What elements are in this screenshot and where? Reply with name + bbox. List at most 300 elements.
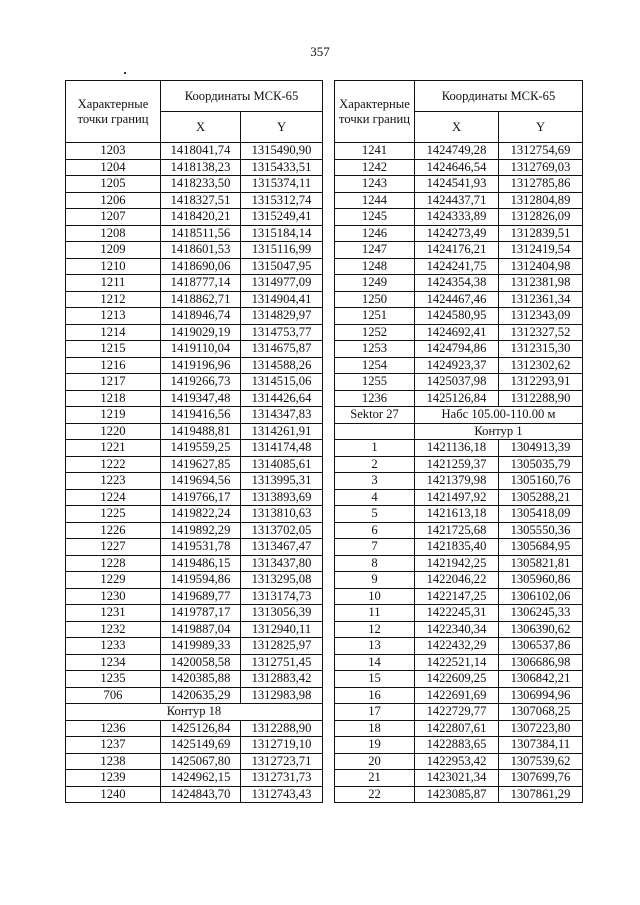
point-cell: 1211	[66, 275, 161, 292]
y-cell: 1306245,33	[499, 605, 583, 622]
x-cell: 1422953,42	[415, 753, 499, 770]
y-cell: 1306537,86	[499, 638, 583, 655]
point-cell: 1249	[335, 275, 415, 292]
y-cell: 1312751,45	[241, 654, 323, 671]
left-table-body	[66, 143, 323, 704]
x-cell: 1425067,80	[161, 753, 241, 770]
point-cell: 1252	[335, 324, 415, 341]
table-row	[335, 704, 583, 721]
y-cell: 1312826,09	[499, 209, 583, 226]
x-cell: 1425126,84	[415, 390, 499, 407]
y-cell: 1312785,86	[499, 176, 583, 193]
point-cell: 1207	[66, 209, 161, 226]
y-cell: 1314174,48	[241, 440, 323, 457]
table-row	[66, 159, 323, 176]
x-cell: 1420058,58	[161, 654, 241, 671]
point-cell: 20	[335, 753, 415, 770]
point-cell: 3	[335, 473, 415, 490]
point-cell: 14	[335, 654, 415, 671]
x-cell: 1419029,19	[161, 324, 241, 341]
scan-dot	[124, 72, 126, 74]
x-cell: 1425037,98	[415, 374, 499, 391]
y-cell: 1307223,80	[499, 720, 583, 737]
point-cell: 1220	[66, 423, 161, 440]
x-cell: 1421497,92	[415, 489, 499, 506]
contour-label: Контур 18	[66, 704, 323, 721]
table-row	[335, 143, 583, 160]
y-cell: 1314829,97	[241, 308, 323, 325]
x-cell: 1418511,56	[161, 225, 241, 242]
x-cell: 1422609,25	[415, 671, 499, 688]
point-cell: 1219	[66, 407, 161, 424]
y-cell: 1312754,69	[499, 143, 583, 160]
table-row	[335, 291, 583, 308]
point-cell: 16	[335, 687, 415, 704]
y-cell: 1312839,51	[499, 225, 583, 242]
y-cell: 1315433,51	[241, 159, 323, 176]
x-cell: 1419989,33	[161, 638, 241, 655]
point-cell: 1240	[66, 786, 161, 803]
table-row	[66, 407, 323, 424]
point-cell: 1243	[335, 176, 415, 193]
x-cell: 1419488,81	[161, 423, 241, 440]
table-row	[66, 605, 323, 622]
y-cell: 1312723,71	[241, 753, 323, 770]
point-cell: 8	[335, 555, 415, 572]
x-cell: 1418777,14	[161, 275, 241, 292]
sector-desc: Набс 105.00-110.00 м	[415, 407, 583, 424]
point-cell: 1247	[335, 242, 415, 259]
right-table-body	[335, 143, 583, 407]
y-cell: 1307699,76	[499, 770, 583, 787]
x-cell: 1418420,21	[161, 209, 241, 226]
y-cell: 1312719,10	[241, 737, 323, 754]
table-row	[66, 291, 323, 308]
point-cell: 1245	[335, 209, 415, 226]
y-cell: 1312825,97	[241, 638, 323, 655]
y-cell: 1314085,61	[241, 456, 323, 473]
coords-header: Координаты МСК-65	[415, 81, 583, 112]
table-row	[335, 473, 583, 490]
x-cell: 1423085,87	[415, 786, 499, 803]
table-row	[335, 770, 583, 787]
table-row	[66, 489, 323, 506]
point-cell: 1250	[335, 291, 415, 308]
x-cell: 1418041,74	[161, 143, 241, 160]
x-cell: 1421136,18	[415, 440, 499, 457]
table-row	[66, 390, 323, 407]
y-cell: 1312419,54	[499, 242, 583, 259]
x-cell: 1418233,50	[161, 176, 241, 193]
x-cell: 1421835,40	[415, 539, 499, 556]
y-cell: 1307539,62	[499, 753, 583, 770]
x-cell: 1424749,28	[415, 143, 499, 160]
point-cell: 1225	[66, 506, 161, 523]
point-cell: 21	[335, 770, 415, 787]
point-cell: 1234	[66, 654, 161, 671]
table-row	[335, 671, 583, 688]
table-row	[335, 687, 583, 704]
x-cell: 1424580,95	[415, 308, 499, 325]
x-cell: 1419196,96	[161, 357, 241, 374]
point-cell: 1203	[66, 143, 161, 160]
table-row	[66, 324, 323, 341]
y-cell: 1314904,41	[241, 291, 323, 308]
point-cell: 1236	[66, 720, 161, 737]
y-cell: 1305821,81	[499, 555, 583, 572]
table-row	[335, 258, 583, 275]
x-cell: 1424692,41	[415, 324, 499, 341]
point-cell: 1	[335, 440, 415, 457]
table-row	[335, 225, 583, 242]
point-cell: 1210	[66, 258, 161, 275]
table-row	[66, 555, 323, 572]
point-cell: 1217	[66, 374, 161, 391]
point-cell: 1213	[66, 308, 161, 325]
point-cell: 1237	[66, 737, 161, 754]
y-cell: 1306390,62	[499, 621, 583, 638]
y-cell: 1313437,80	[241, 555, 323, 572]
table-row	[66, 456, 323, 473]
y-cell: 1314426,64	[241, 390, 323, 407]
table-row	[335, 440, 583, 457]
x-cell: 1424176,21	[415, 242, 499, 259]
point-cell: 1212	[66, 291, 161, 308]
table-row	[66, 720, 323, 737]
x-cell: 1419559,25	[161, 440, 241, 457]
point-cell: 1236	[335, 390, 415, 407]
x-cell: 1424794,86	[415, 341, 499, 358]
y-cell: 1312288,90	[241, 720, 323, 737]
point-cell: 1254	[335, 357, 415, 374]
x-header: X	[161, 112, 241, 143]
point-cell: 12	[335, 621, 415, 638]
x-cell: 1424467,46	[415, 291, 499, 308]
table-row	[335, 308, 583, 325]
x-cell: 1422883,65	[415, 737, 499, 754]
y-cell: 1312293,91	[499, 374, 583, 391]
table-row	[335, 638, 583, 655]
point-cell: 7	[335, 539, 415, 556]
x-cell: 1419892,29	[161, 522, 241, 539]
y-cell: 1305035,79	[499, 456, 583, 473]
point-cell: 1232	[66, 621, 161, 638]
x-cell: 1422521,14	[415, 654, 499, 671]
x-cell: 1419822,24	[161, 506, 241, 523]
table-row	[66, 737, 323, 754]
point-cell: 11	[335, 605, 415, 622]
contour-label: Контур 1	[415, 423, 583, 440]
x-cell: 1420385,88	[161, 671, 241, 688]
point-cell: 1224	[66, 489, 161, 506]
table-row	[66, 341, 323, 358]
table-row	[66, 225, 323, 242]
point-cell: 1246	[335, 225, 415, 242]
y-cell: 1315490,90	[241, 143, 323, 160]
point-cell: 1242	[335, 159, 415, 176]
table-row	[335, 341, 583, 358]
y-cell: 1304913,39	[499, 440, 583, 457]
y-cell: 1312983,98	[241, 687, 323, 704]
points-header: Характерные точки границ	[335, 81, 415, 143]
table-row	[335, 176, 583, 193]
point-cell: 1238	[66, 753, 161, 770]
point-cell: 1226	[66, 522, 161, 539]
point-cell: 19	[335, 737, 415, 754]
y-cell: 1312315,30	[499, 341, 583, 358]
blank-cell	[335, 423, 415, 440]
x-cell: 1420635,29	[161, 687, 241, 704]
table-row	[66, 522, 323, 539]
y-cell: 1315184,14	[241, 225, 323, 242]
x-cell: 1419689,77	[161, 588, 241, 605]
y-cell: 1312343,09	[499, 308, 583, 325]
point-cell: 1231	[66, 605, 161, 622]
x-cell: 1421613,18	[415, 506, 499, 523]
y-cell: 1313056,39	[241, 605, 323, 622]
x-cell: 1419627,85	[161, 456, 241, 473]
page-number: 357	[310, 44, 330, 59]
x-cell: 1422046,22	[415, 572, 499, 589]
y-cell: 1305684,95	[499, 539, 583, 556]
x-cell: 1422340,34	[415, 621, 499, 638]
point-cell: 10	[335, 588, 415, 605]
table-row	[66, 242, 323, 259]
table-row	[66, 506, 323, 523]
table-row	[335, 555, 583, 572]
x-cell: 1421259,37	[415, 456, 499, 473]
point-cell: 1233	[66, 638, 161, 655]
point-cell: 1235	[66, 671, 161, 688]
x-cell: 1424333,89	[415, 209, 499, 226]
table-row	[335, 506, 583, 523]
x-cell: 1419694,56	[161, 473, 241, 490]
x-cell: 1421725,68	[415, 522, 499, 539]
table-row	[335, 621, 583, 638]
point-cell: 1208	[66, 225, 161, 242]
table-row	[66, 308, 323, 325]
x-cell: 1418601,53	[161, 242, 241, 259]
coords-header: Координаты МСК-65	[161, 81, 323, 112]
table-row	[335, 275, 583, 292]
table-row	[335, 605, 583, 622]
table-row	[66, 687, 323, 704]
table-row	[66, 786, 323, 803]
x-cell: 1418690,06	[161, 258, 241, 275]
point-cell: 2	[335, 456, 415, 473]
y-cell: 1312361,34	[499, 291, 583, 308]
table-row	[335, 324, 583, 341]
x-cell: 1422432,29	[415, 638, 499, 655]
table-row	[66, 258, 323, 275]
left-table-body-2	[66, 720, 323, 803]
table-row	[335, 720, 583, 737]
point-cell: 1244	[335, 192, 415, 209]
y-cell: 1305960,86	[499, 572, 583, 589]
table-row	[335, 159, 583, 176]
y-cell: 1306842,21	[499, 671, 583, 688]
point-cell: 1218	[66, 390, 161, 407]
point-cell: 15	[335, 671, 415, 688]
point-cell: 13	[335, 638, 415, 655]
y-cell: 1306686,98	[499, 654, 583, 671]
table-row	[66, 440, 323, 457]
x-cell: 1419347,48	[161, 390, 241, 407]
y-cell: 1312381,98	[499, 275, 583, 292]
x-cell: 1424646,54	[415, 159, 499, 176]
x-cell: 1419531,78	[161, 539, 241, 556]
table-row	[66, 539, 323, 556]
coordinates-table-right	[334, 80, 583, 803]
x-cell: 1424843,70	[161, 786, 241, 803]
x-cell: 1424962,15	[161, 770, 241, 787]
point-cell: 1204	[66, 159, 161, 176]
table-row	[335, 242, 583, 259]
point-cell: 9	[335, 572, 415, 589]
y-cell: 1312731,73	[241, 770, 323, 787]
table-row	[335, 456, 583, 473]
y-header: Y	[499, 112, 583, 143]
y-cell: 1313295,08	[241, 572, 323, 589]
y-cell: 1312327,52	[499, 324, 583, 341]
sector-name: Sektor 27	[335, 407, 415, 424]
x-cell: 1418862,71	[161, 291, 241, 308]
y-cell: 1312302,62	[499, 357, 583, 374]
table-row	[335, 654, 583, 671]
point-cell: 4	[335, 489, 415, 506]
point-cell: 1228	[66, 555, 161, 572]
table-row	[335, 588, 583, 605]
x-cell: 1418327,51	[161, 192, 241, 209]
point-cell: 1241	[335, 143, 415, 160]
x-cell: 1424273,49	[415, 225, 499, 242]
table-row	[66, 588, 323, 605]
y-cell: 1314588,26	[241, 357, 323, 374]
y-cell: 1312743,43	[241, 786, 323, 803]
point-cell: 1206	[66, 192, 161, 209]
y-cell: 1313702,05	[241, 522, 323, 539]
x-cell: 1425126,84	[161, 720, 241, 737]
y-cell: 1313995,31	[241, 473, 323, 490]
x-cell: 1419486,15	[161, 555, 241, 572]
x-cell: 1419887,04	[161, 621, 241, 638]
x-cell: 1424437,71	[415, 192, 499, 209]
x-cell: 1424923,37	[415, 357, 499, 374]
x-cell: 1421379,98	[415, 473, 499, 490]
table-row	[66, 176, 323, 193]
table-row	[335, 357, 583, 374]
right-table-body-2	[335, 440, 583, 803]
y-cell: 1314675,87	[241, 341, 323, 358]
y-cell: 1312940,11	[241, 621, 323, 638]
point-cell: 1214	[66, 324, 161, 341]
y-cell: 1305288,21	[499, 489, 583, 506]
x-header: X	[415, 112, 499, 143]
x-cell: 1422147,25	[415, 588, 499, 605]
x-cell: 1425149,69	[161, 737, 241, 754]
x-cell: 1419787,17	[161, 605, 241, 622]
y-cell: 1307384,11	[499, 737, 583, 754]
y-cell: 1314753,77	[241, 324, 323, 341]
y-cell: 1312883,42	[241, 671, 323, 688]
table-row	[66, 473, 323, 490]
point-cell: 1227	[66, 539, 161, 556]
x-cell: 1419416,56	[161, 407, 241, 424]
y-cell: 1313174,73	[241, 588, 323, 605]
y-cell: 1312404,98	[499, 258, 583, 275]
point-cell: 1216	[66, 357, 161, 374]
table-row	[66, 209, 323, 226]
table-row	[335, 786, 583, 803]
point-cell: 1230	[66, 588, 161, 605]
x-cell: 1424541,93	[415, 176, 499, 193]
point-cell: 1239	[66, 770, 161, 787]
x-cell: 1423021,34	[415, 770, 499, 787]
x-cell: 1418946,74	[161, 308, 241, 325]
table-row	[66, 374, 323, 391]
table-row	[66, 671, 323, 688]
point-cell: 706	[66, 687, 161, 704]
point-cell: 1253	[335, 341, 415, 358]
table-row	[335, 522, 583, 539]
table-row	[66, 621, 323, 638]
table-row	[335, 572, 583, 589]
table-row	[335, 192, 583, 209]
x-cell: 1422245,31	[415, 605, 499, 622]
point-cell: 1205	[66, 176, 161, 193]
y-cell: 1315374,11	[241, 176, 323, 193]
table-row	[66, 275, 323, 292]
x-cell: 1419594,86	[161, 572, 241, 589]
table-row	[66, 638, 323, 655]
table-row	[66, 423, 323, 440]
table-row	[66, 192, 323, 209]
y-cell: 1314347,83	[241, 407, 323, 424]
point-cell: 1251	[335, 308, 415, 325]
point-cell: 1248	[335, 258, 415, 275]
y-cell: 1306102,06	[499, 588, 583, 605]
table-row	[335, 374, 583, 391]
y-cell: 1313810,63	[241, 506, 323, 523]
y-cell: 1305418,09	[499, 506, 583, 523]
table-row	[66, 753, 323, 770]
table-row	[66, 572, 323, 589]
x-cell: 1419766,17	[161, 489, 241, 506]
y-cell: 1315312,74	[241, 192, 323, 209]
y-cell: 1314977,09	[241, 275, 323, 292]
point-cell: 22	[335, 786, 415, 803]
point-cell: 1229	[66, 572, 161, 589]
y-header: Y	[241, 112, 323, 143]
y-cell: 1314515,06	[241, 374, 323, 391]
table-row	[66, 654, 323, 671]
x-cell: 1418138,23	[161, 159, 241, 176]
y-cell: 1313467,47	[241, 539, 323, 556]
point-cell: 5	[335, 506, 415, 523]
y-cell: 1312804,89	[499, 192, 583, 209]
point-cell: 17	[335, 704, 415, 721]
point-cell: 6	[335, 522, 415, 539]
table-row	[66, 770, 323, 787]
table-row	[66, 357, 323, 374]
y-cell: 1315047,95	[241, 258, 323, 275]
coordinates-table-left	[65, 80, 323, 803]
point-cell: 1215	[66, 341, 161, 358]
x-cell: 1421942,25	[415, 555, 499, 572]
table-row	[335, 737, 583, 754]
point-cell: 1209	[66, 242, 161, 259]
y-cell: 1305160,76	[499, 473, 583, 490]
